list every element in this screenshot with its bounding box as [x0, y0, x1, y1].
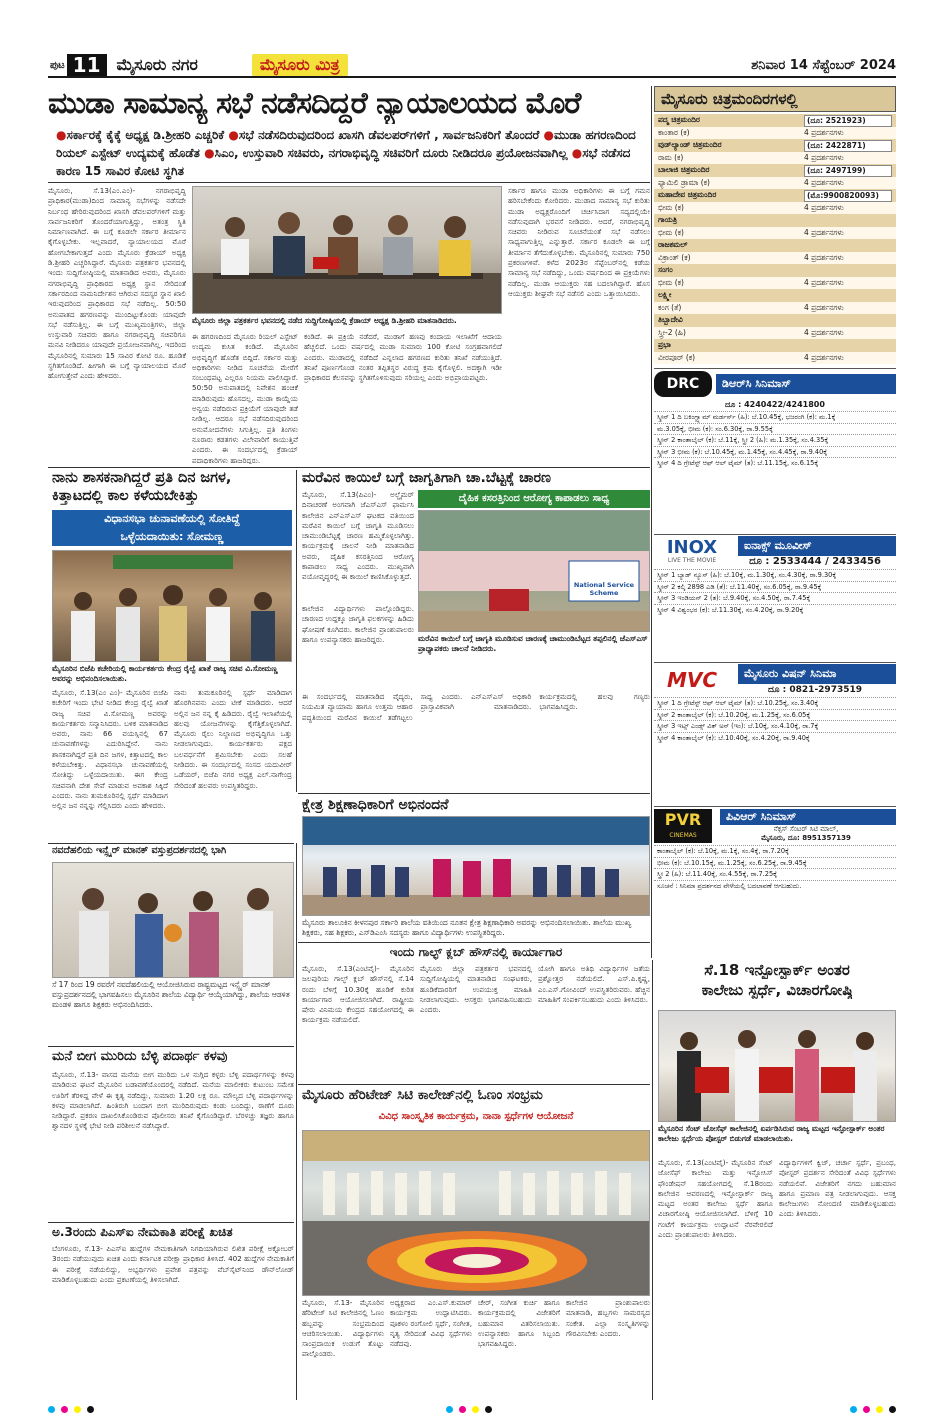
color-registration-dots-center: [446, 1406, 492, 1413]
theatre-phone: [804, 289, 892, 302]
pvr-logo: [654, 809, 712, 843]
theatre-name: ಗಾಯತ್ರಿ: [658, 215, 678, 224]
lead-photo: [192, 186, 502, 314]
drc-showtimes: [654, 411, 896, 469]
mvc-phone: ದೂ : 0821-2973519: [767, 685, 863, 695]
bullet-icon: ●: [543, 128, 555, 142]
theatre-phone: (ದೂ: 2422871): [804, 140, 892, 152]
divider: [48, 843, 294, 844]
lead-column-4: ಸರ್ಕಾರ ಹಾಗೂ ಮುಡಾ ಅಧಿಕಾರಿಗಳು ಈ ಬಗ್ಗೆ ಗಮನ ಹರಿಸಬೇಕೆಂದು ಕೋರಿದರು. ಮುಡಾದ ಸಾಮಾನ್ಯ ಸಭೆ ಕುರಿತು ಮುಡಾ ಅಧ್ಯಕ್ಷರೊಂದಿಗೆ ಚರ್ಚಿಸಿದಾಗ ಸದ್ಯದಲ್ಲಿಯೇ ನಡೆಸುವುದಾಗಿ ಭರವಸೆ ನೀಡಿದರು. ಆದರೆ, ನಗರಾಭಿವೃದ್ಧಿ ಸಚಿವರು ನೀಡಿರುವ ಸೂಚನೆಯಂತೆ ಸಭೆ ನಡೆಸಲು ಸಾಧ್ಯವಾಗುತ್ತಿಲ್ಲ ಎನ್ನುತ್ತಾರೆ. ಸರ್ಕಾರ ಕೂಡಲೇ ಈ ಬಗ್ಗೆ ತೀರ್ಮಾನ ತೆಗೆದುಕೊಳ್ಳಬೇಕು. ಮೈಸೂರಿನಲ್ಲಿ ಸುಮಾರು 750 ಪ್ರಕರಣಗಳಿವೆ. ಕಳೆದ 2023ರ ಸೆಪ್ಟೆಂಬರ್‌ನಲ್ಲಿ ಕಡೆಯ ಸಾಮಾನ್ಯ ಸಭೆ ನಡೆದಿದ್ದು, ಒಂದು ವರ್ಷದಿಂದ ಈ ಪ್ರಕ್ರಿಯೆಗಳು ನಡೆದಿಲ್ಲ. ಮುಡಾ ಆಯುಕ್ತರು ಸಹ ಬದಲಾಗಿದ್ದಾರೆ. ಹೊಸ ಆಯುಕ್ತರು ಶೀಘ್ರವೇ ಸಭೆ ನಡೆಸಲಿ ಎಂದು ಒತ್ತಾಯಿಸಿದರು.: [508, 186, 650, 298]
felicitation-illustration: [53, 551, 292, 662]
theatre-row: [654, 264, 896, 277]
theatre-name: ಲಕ್ಷ್ಮೀ: [658, 290, 672, 299]
theatre-row: [654, 327, 896, 340]
mvc-logo: MVC: [666, 668, 718, 692]
showtime-row: ಸೂಚನೆ : ಸಿನಿಮಾ ಪ್ರದರ್ಶನದ ವೇಳೆಯಲ್ಲಿ ಬದಲಾವಣೆ ಆಗಬಹುದು.: [654, 880, 896, 892]
theatre-name: ಪದ್ಮ ಚಿತ್ರಮಂದಿರ: [658, 115, 700, 124]
beo-caption: ಮೈಸೂರು ತಾಲೂಕಿನ ಕೀಳನಪುರ ಸರ್ಕಾರಿ ಶಾಲೆಯ ವತಿಯಿಂದ ನೂತನ ಕ್ಷೇತ್ರ ಶಿಕ್ಷಣಾಧಿಕಾರಿ ಅವರನ್ನು ಅಭಿನಂದಿಸಲಾಯಿತು. ಶಾಲೆಯ ಮುಖ್ಯ ಶಿಕ್ಷಕರು, ಸಹ ಶಿಕ್ಷಕರು, ಎಸ್‌ಡಿಎಂಸಿ ಸದಸ್ಯರು ಹಾಗೂ ವಿದ್ಯಾರ್ಥಿಗಳು ಉಪಸ್ಥಿತರಿದ್ದರು.: [302, 918, 632, 937]
inox-name: ಐನಾಕ್ಸ್ ಮೂವೀಸ್: [738, 536, 896, 556]
drc-block: [654, 368, 896, 532]
somanna-subhead: [52, 510, 292, 546]
showtime-row: ಸ್ಕ್ರೀನ್ 3 ಭೀಮ (ಕ): ಬೆ.10.45ಕ್ಕೆ, ಮ.1.45ಕ್ಕೆ, ಸಂ.4.45ಕ್ಕೆ, ರಾ.9.40ಕ್ಕೆ: [654, 446, 896, 458]
showtime-row: ಭೀಮ (ಕ): ಬೆ.10.15ಕ್ಕೆ, ಮ.1.25ಕ್ಕೆ, ಸಂ.6.25ಕ್ಕೆ, ರಾ.9.45ಕ್ಕೆ: [654, 857, 896, 869]
theatre-row: [654, 352, 896, 365]
onam-subhead: ವಿವಿಧ ಸಾಂಸ್ಕೃತಿಕ ಕಾರ್ಯಕ್ರಮ, ನಾನಾ ಸ್ಪರ್ಧೆಗಳ ಆಯೋಜನೆ: [302, 1108, 650, 1126]
theatre-listing: [654, 114, 896, 364]
golf-headline: ಇಂದು ಗಾಲ್ಫ್ ಕ್ಲಬ್ ಹೌಸ್‌ನಲ್ಲಿ ಕಾರ್ಯಾಗಾರ: [389, 946, 563, 959]
inox-tagline: LIVE THE MOVIE: [667, 557, 717, 564]
yellow-dot: [876, 1406, 883, 1413]
infospark-caption: ಮೈಸೂರಿನ ಸೆಂಟ್ ಜೋಸೆಫ್ ಕಾಲೇಜಿನಲ್ಲಿ ಏರ್ಪಡಿಸಿರುವ ರಾಜ್ಯ ಮಟ್ಟದ ಇನ್ಫೋಸ್ಪಾರ್ಕ್ ಅಂತರ ಕಾಲೇಜು ಸ್ಪರ್ಧೆಯ ಪೋಸ್ಟರ್ ಬಿಡುಗಡೆ ಮಾಡಲಾಯಿತು.: [658, 1124, 885, 1143]
somanna-subhead-line-1: ವಿಧಾನಸಭಾ ಚುನಾವಣೆಯಲ್ಲಿ ಸೋತಿದ್ದೆ: [104, 512, 240, 525]
theatre-row: [654, 152, 896, 165]
theatre-name: ವುಡ್‌ಲ್ಯಾಂಡ್ ಚಿತ್ರಮಂದಿರ: [658, 140, 722, 149]
golf-column-3: ಯೋಗಿ ಹಾಗೂ ಅತಿಥಿ ವಿದ್ಯಾರ್ಥಿಗಳ ಜತೆಯ ಪ್ರಶ್ನೋತ್ತರ ನಡೆಯಲಿದೆ. ಎಸ್.ಪಿ.ಕೃಷ್ಣ, ಎಂ.ಎಸ್.ಗೋವಿಂದ್ ಉಪಸ್ಥಿತರಿರುವರು. ಹೆಚ್ಚಿನ ಮಾಹಿತಿಗೆ ಸಂಪರ್ಕಿಸಬಹುದು ಎಂದು ತಿಳಿಸಿದರು.: [538, 964, 650, 1004]
show-count: 4 ಪ್ರದರ್ಶನಗಳು: [804, 127, 844, 137]
poster-release-illustration: [659, 1011, 896, 1122]
somanna-headline-1: ನಾನು ಶಾಸಕನಾಗಿದ್ದರೆ ಪ್ರತಿ ದಿನ ಜಗಳ,: [52, 470, 232, 486]
trek-column-3: ಈ ಸಂದರ್ಭದಲ್ಲಿ ಮಾತನಾಡಿದ ವೈದ್ಯರು, ನಿಯಮಿತ ವ್ಯಾಯಾಮ ಹಾಗೂ ಉತ್ತಮ ಆಹಾರ ಪದ್ಧತಿಯಿಂದ ಮರೆವಿನ ಕಾಯಿಲೆ ತಡೆಗಟ್ಟಲು ಸಾಧ್ಯ ಎಂದರು. ಎನ್‌ಎಸ್‌ಎಸ್ ಅಧಿಕಾರಿ ಪ್ರಾಸ್ತಾವಿಕವಾಗಿ ಮಾತನಾಡಿದರು. ಕಾರ್ಯಕ್ರಮದಲ್ಲಿ ಹಲವು ಗಣ್ಯರು ಭಾಗವಹಿಸಿದ್ದರು.: [302, 692, 650, 722]
divider: [296, 843, 297, 1400]
inox-logo: [654, 539, 730, 565]
divider: [48, 182, 650, 183]
showtime-row: ಸ್ಕ್ರೀನ್ 1 ದಿ ಗ್ರೇಟೆಸ್ಟ್ ಆಫ್ ಆಲ್ ಟೈಮ್ (ತ): ಬೆ.10.25ಕ್ಕೆ, ಸಂ.3.40ಕ್ಕೆ: [654, 697, 896, 709]
inox-showtimes: [654, 569, 896, 615]
showtime-row: ಸ್ತ್ರೀ 2 (ಹಿ): ಬೆ.11.40ಕ್ಕೆ, ಸಂ.4.55ಕ್ಕೆ, ರಾ.7.25ಕ್ಕೆ: [654, 868, 896, 880]
theatre-row: [654, 314, 896, 327]
movie-name: ಭೀಮ (ಕ): [658, 202, 684, 212]
showtime-row: ಸ್ಕ್ರೀನ್ 2 ಕಾಂತಾಬೈಲ್ (ಕ): ಬೆ.10.20ಕ್ಕೆ, ಮ.1.25ಕ್ಕೆ, ಸಂ.6.05ಕ್ಕೆ: [654, 709, 896, 721]
pookalam-illustration: [303, 1131, 650, 1296]
golf-column-1: ಮೈಸೂರು, ಸೆ.13(ಎಂಟಿವೈ)- ಮೈಸೂರಿನ ಜಲಪುರಿಯ ಗಾಲ್ಫ್ ಕ್ಲಬ್ ಹೌಸ್‌ನಲ್ಲಿ ಸೆ.14 ರಂದು ಬೆಳಿಗ್ಗೆ 10.30ಕ್ಕೆ ಹೂಡಿಕೆ ಕುರಿತ ಕಾರ್ಯಾಗಾರ ಆಯೋಜಿಸಲಾಗಿದೆ. ರಾಷ್ಟ್ರೀಯ ಷೇರು ವಿನಿಮಯ ಕೇಂದ್ರದ ಸಹಯೋಗದಲ್ಲಿ ಈ ಕಾರ್ಯಕ್ರಮ ನಡೆಯಲಿದೆ.: [302, 964, 414, 1025]
page-word: ಪುಟ: [50, 59, 65, 71]
onam-column-1: ಮೈಸೂರು, ಸೆ.13- ಮೈಸೂರಿನ ಹೆರಿಟೇಜ್ ಸಿಟಿ ಕಾಲೇಜಿನಲ್ಲಿ ಓಣಂ ಹಬ್ಬವನ್ನು ಸಂಭ್ರಮದಿಂದ ಆಚರಿಸಲಾಯಿತು. ವಿದ್ಯಾರ್ಥಿಗಳು ಸಾಂಪ್ರದಾಯಿಕ ಉಡುಗೆ ತೊಟ್ಟು ಪಾಲ್ಗೊಂಡರು.: [302, 1298, 384, 1359]
theatre-row: [654, 189, 896, 202]
onam-column-4: ಕಾಲೇಜಿನ ಪ್ರಾಂಶುಪಾಲರು ಮಾತನಾಡಿ, ಹಬ್ಬಗಳು ಸಾಮರಸ್ಯದ ಸಂಕೇತ. ಎಲ್ಲಾ ಸಂಸ್ಕೃತಿಗಳನ್ನು ಗೌರವಿಸಬೇಕು ಎಂದರು.: [566, 1298, 650, 1338]
movie-name: ಕಾಂತಾರ (ಕ): [658, 127, 690, 137]
inox-phone: ದೂ : 2533444 / 2433456: [749, 556, 881, 567]
trek-column-2: ಕಾಲೇಜಿನ ವಿದ್ಯಾರ್ಥಿಗಳು ಪಾಲ್ಗೊಂಡಿದ್ದರು. ಚಾರಣದ ಉದ್ದಕ್ಕೂ ಜಾಗೃತಿ ಫಲಕಗಳನ್ನು ಹಿಡಿದು ಘೋಷಣೆ ಕೂಗಿದರು. ಕಾಲೇಜಿನ ಪ್ರಾಂಶುಪಾಲರು ಹಾಗೂ ಉಪನ್ಯಾಸಕರು ಹಾಜರಿದ್ದರು.: [302, 604, 414, 644]
bullet-icon: ●: [56, 128, 67, 142]
inspire-photo: [52, 862, 294, 978]
magenta-dot: [459, 1406, 466, 1413]
theatre-row: [654, 164, 896, 177]
infospark-headline-2: ಕಾಲೇಜು ಸ್ಪರ್ಧೆ, ವಿಚಾರಗೋಷ್ಠಿ: [701, 982, 853, 999]
movie-name: ಕಂಗ (ತೆ): [658, 302, 682, 312]
show-count: 4 ಪ್ರದರ್ಶನಗಳು: [804, 252, 844, 262]
movie-name: ರಾಮ (ಕ): [658, 152, 684, 162]
theatre-phone: [804, 339, 892, 352]
pvr-logo-text: PVR: [664, 810, 702, 829]
onam-column-3: ಚೇರ್, ಸಂಗೀತ ಕುರ್ಚಿ ಹಾಗೂ ಕಾರ್ಯಕ್ರಮದಲ್ಲಿ ವಿಜೇತರಿಗೆ ಬಹುಮಾನ ವಿತರಿಸಲಾಯಿತು. ಉಪನ್ಯಾಸಕರು ಹಾಗೂ ಸಿಬ್ಬಂದಿ ಭಾಗವಹಿಸಿದ್ದರು.: [478, 1298, 560, 1349]
divider: [296, 470, 297, 792]
pvr-address: ನೆಕ್ಸಸ್ ಸೆಂಟರ್ ಸಿಟಿ ಮಾಲ್,: [773, 825, 839, 833]
pvr-phone: ಮೈಸೂರು, ದೂ: 8951357139: [761, 834, 851, 842]
lead-bullet: ಮುಡಾ ಹಗರಣದಿಂದ ರಿಯಲ್ ಎಸ್ಟೇಟ್ ಉದ್ಯಮಕ್ಕೆ ಹೊಡೆತ: [56, 128, 636, 160]
color-registration-dots-left: [48, 1406, 94, 1413]
trek-column-1: ಮೈಸೂರು, ಸೆ.13(ಪಿಎಂ)- ಅಲ್ಜೈಮರ್ ದಿನಾಚರಣೆ ಅಂಗವಾಗಿ ಜೆಎಸ್‌ಎಸ್ ಫಾರ್ಮಸಿ ಕಾಲೇಜಿನ ಎನ್‌ಎಸ್‌ಎಸ್ ಘಟಕದ ವತಿಯಿಂದ ಮರೆವಿನ ಕಾಯಿಲೆ ಬಗ್ಗೆ ಜಾಗೃತಿ ಮೂಡಿಸಲು ಚಾಮುಂಡಿಬೆಟ್ಟಕ್ಕೆ ಚಾರಣ ಹಮ್ಮಿಕೊಳ್ಳಲಾಗಿತ್ತು. ಕಾರ್ಯಕ್ರಮಕ್ಕೆ ಚಾಲನೆ ನೀಡಿ ಮಾತನಾಡಿದ ಅವರು, ದೈಹಿಕ ಕಸರತ್ತಿನಿಂದ ಆರೋಗ್ಯ ಕಾಪಾಡಲು ಸಾಧ್ಯ ಎಂದರು. ಮುಖ್ಯವಾಗಿ ವಯೋವೃದ್ಧರಲ್ಲಿ ಈ ಕಾಯಿಲೆ ಕಾಣಿಸಿಕೊಳ್ಳುತ್ತದೆ.: [302, 490, 414, 582]
theatre-name: ಬಾಲಾಜಿ ಚಿತ್ರಮಂದಿರ: [658, 165, 710, 174]
somanna-headline-2: ಕಿತ್ತಾಟದಲ್ಲಿ ಕಾಲ ಕಳೆಯಬೇಕಿತ್ತು: [52, 488, 199, 504]
infospark-column-2: ವಿದ್ಯಾರ್ಥಿಗಳಿಗೆ ಕ್ವಿಜ್, ಚರ್ಚಾ ಸ್ಪರ್ಧೆ, ಪ್ರಬಂಧ, ಪೋಸ್ಟರ್ ಪ್ರದರ್ಶನ ಸೇರಿದಂತೆ ವಿವಿಧ ಸ್ಪರ್ಧೆಗಳು ನಡೆಯಲಿವೆ. ವಿಜೇತರಿಗೆ ನಗದು ಬಹುಮಾನ ಹಾಗೂ ಪ್ರಮಾಣ ಪತ್ರ ನೀಡಲಾಗುವುದು. ಆಸಕ್ತ ಕಾಲೇಜುಗಳು ನೋಂದಣಿ ಮಾಡಿಕೊಳ್ಳಬಹುದು ಎಂದು ತಿಳಿಸಿದರು.: [779, 1158, 896, 1219]
theatre-row: [654, 277, 896, 290]
theatre-row: [654, 239, 896, 252]
theatre-row: [654, 252, 896, 265]
masthead-logo: ಮೈಸೂರು ಮಿತ್ರ: [252, 54, 348, 76]
lead-column-1: ಮೈಸೂರು, ಸೆ.13(ಎಂ.ಎಂ)- ನಗರಾಭಿವೃದ್ಧಿ ಪ್ರಾಧಿಕಾರ(ಮುಡಾ)ದಿಂದ ಸಾಮಾನ್ಯ ಸಭೆಗಳನ್ನು ನಡೆಸದೇ ನಿರ್ಬಂಧ ಹೇರಿರುವುದರಿಂದ ಖಾಸಗಿ ಡೆವಲಪರ್‌ಗಳಿಗೆ ಮತ್ತು ಸಾರ್ವಜನಿಕರಿಗೆ ತೊಂದರೆಯಾಗುತ್ತಿದ್ದು, ಅತಂತ್ರ ಸ್ಥಿತಿ ನಿರ್ಮಾಣವಾಗಿದೆ. ಈ ಬಗ್ಗೆ ಕೂಡಲೇ ಸರ್ಕಾರ ತೀರ್ಮಾನ ಕೈಗೊಳ್ಳಬೇಕು. ಇಲ್ಲವಾದರೆ, ನ್ಯಾಯಾಲಯದ ಮೊರೆ ಹೋಗಬೇಕಾಗುತ್ತದೆ ಎಂದು ಮೈಸೂರು ಕ್ರೆಡಾಯ್ ಅಧ್ಯಕ್ಷ ಡಿ.ಶ್ರೀಹರಿ ಎಚ್ಚರಿಸಿದ್ದಾರೆ. ಮೈಸೂರು ಪತ್ರಕರ್ತರ ಭವನದಲ್ಲಿ ಇಂದು ಸುದ್ದಿಗೋಷ್ಠಿಯಲ್ಲಿ ಮಾತನಾಡಿದ ಅವರು, ಮೈಸೂರು ನಗರಾಭಿವೃದ್ಧಿ ಪ್ರಾಧಿಕಾರದ ಅಧ್ಯಕ್ಷ ಸ್ಥಾನ ಸೇರಿದಂತೆ ಸರ್ಕಾರದಿಂದ ನಾಮನಿರ್ದೇಶನ ಆಗಿರುವ ಸದಸ್ಯರ ಸ್ಥಾನ ಖಾಲಿ ಇರುವುದರಿಂದ ಪ್ರಾಧಿಕಾರದ ಸಭೆ ನಡೆದಿಲ್ಲ. 50:50 ಅನುಪಾತದ ಹಗರಣವನ್ನು ಮುಂದಿಟ್ಟುಕೊಂಡು ಯಾವುದೇ ಸಭೆ ನಡೆಸುತ್ತಿಲ್ಲ. ಈ ಬಗ್ಗೆ ಮುಖ್ಯಮಂತ್ರಿಗಳು, ಜಿಲ್ಲಾ ಉಸ್ತುವಾರಿ ಸಚಿವರು ಹಾಗೂ ನಗರಾಭಿವೃದ್ಧಿ ಸಚಿವರಿಗೂ ಮನವಿ ನೀಡಿದರೂ ಯಾವುದೇ ಪ್ರಯೋಜನವಾಗಿಲ್ಲ. ಇದರಿಂದ ಮೈಸೂರಿನಲ್ಲಿ ಸುಮಾರು 15 ಸಾವಿರ ಕೋಟಿ ರೂ. ಹೂಡಿಕೆ ಸ್ಥಗಿತಗೊಂಡಿದೆ. ಹೀಗಾಗಿ ಈ ಬಗ್ಗೆ ನ್ಯಾಯಾಲಯದ ಮೊರೆ ಹೋಗುತ್ತೇವೆ ಎಂದು ಹೇಳಿದರು.: [48, 186, 186, 381]
onam-photo: [302, 1130, 650, 1296]
black-dot: [485, 1406, 492, 1413]
theatre-row: [654, 227, 896, 240]
drc-phone: ದೂ : 4240422/4241800: [725, 400, 825, 409]
theatre-row: [654, 339, 896, 352]
drc-name: ಡಿಆರ್‌ಸಿ ಸಿನಿಮಾಸ್: [716, 374, 896, 394]
showtime-row: ಸ್ಕ್ರೀನ್ 2 ಕಾಂತಾಬೈಲ್ (ಕ): ಬೆ.11ಕ್ಕೆ, ಸ್ತ್ರೀ 2 (ಹಿ): ಮ.1.35ಕ್ಕೆ, ಸಂ.4.35ಕ್ಕೆ: [654, 434, 896, 446]
lead-photo-caption: ಮೈಸೂರು ಜಿಲ್ಲಾ ಪತ್ರಕರ್ತರ ಭವನದಲ್ಲಿ ನಡೆದ ಸುದ್ದಿಗೋಷ್ಠಿಯಲ್ಲಿ ಕ್ರೆಡಾಯ್ ಅಧ್ಯಕ್ಷ ಡಿ.ಶ್ರೀಹರಿ ಮಾತನಾಡಿದರು.: [192, 316, 457, 325]
somanna-subhead-line-2: ಒಳ್ಳೆಯದಾಯಿತು: ಸೋಮಣ್ಣ: [120, 530, 224, 543]
yellow-dot: [472, 1406, 479, 1413]
onam-column-2: ಅಧ್ಯಕ್ಷರಾದ ಎಂ.ಎಸ್.ಕುಮಾರ್ ಕಾರ್ಯಕ್ರಮ ಉದ್ಘಾಟಿಸಿದರು. ಪೂಕಳಂ ರಂಗೋಲಿ ಸ್ಪರ್ಧೆ, ಸಂಗೀತ, ನೃತ್ಯ ಸೇರಿದಂತೆ ವಿವಿಧ ಸ್ಪರ್ಧೆಗಳು ನಡೆದವು.: [390, 1298, 472, 1349]
somanna-photo: [52, 550, 292, 662]
somanna-column-2: ನಾನು ತುಮಕೂರಿನಲ್ಲಿ ಸ್ಪರ್ಧೆ ಮಾಡಿದಾಗ ಹೊರಗಿನವನು ಎಂದು ಟೀಕೆ ಮಾಡಿದರು. ಆದರೆ ಅಲ್ಲಿನ ಜನ ನನ್ನ ಕೈ ಹಿಡಿದರು. ರೈಲ್ವೆ ಇಲಾಖೆಯಲ್ಲಿ ಹಲವು ಯೋಜನೆಗಳನ್ನು ಕೈಗೆತ್ತಿಕೊಳ್ಳಲಾಗಿದೆ. ಮೈಸೂರು ರೈಲು ನಿಲ್ದಾಣದ ಅಭಿವೃದ್ಧಿಗೂ ಒತ್ತು ನೀಡಲಾಗುವುದು. ಕಾರ್ಯಕರ್ತರು ಪಕ್ಷದ ಬಲವರ್ಧನೆಗೆ ಶ್ರಮಿಸಬೇಕು ಎಂದು ಸಲಹೆ ನೀಡಿದರು. ಈ ಸಂದರ್ಭದಲ್ಲಿ ಸಂಸದ ಯದುವೀರ್ ಒಡೆಯರ್, ಬಿಜೆಪಿ ನಗರ ಅಧ್ಯಕ್ಷ ಎಲ್.ನಾಗೇಂದ್ರ ಸೇರಿದಂತೆ ಹಲವರು ಉಪಸ್ಥಿತರಿದ್ದರು.: [174, 688, 292, 790]
theatre-phone: (ಮೊ:9900820093): [804, 190, 892, 202]
cyan-dot: [446, 1406, 453, 1413]
showtime-row: ಸ್ಕ್ರೀನ್ 4 ದಿ ಗ್ರೇಟೆಸ್ಟ್ ಆಫ್ ಆಲ್ ಟೈಮ್ (ತ): ಬೆ.11.15ಕ್ಕೆ, ಸಂ.6.15ಕ್ಕೆ: [654, 457, 896, 469]
infospark-headline-1: ಸೆ.18 ಇನ್ಫೋಸ್ಪಾರ್ಕ್ ಅಂತರ: [704, 962, 850, 979]
yellow-dot: [74, 1406, 81, 1413]
theatre-row: [654, 139, 896, 152]
show-count: 4 ಪ್ರದರ್ಶನಗಳು: [804, 302, 844, 312]
trek-subhead: ದೈಹಿಕ ಕಸರತ್ತಿನಿಂದ ಆರೋಗ್ಯ ಕಾಪಾಡಲು ಸಾಧ್ಯ: [418, 490, 650, 508]
trek-photo-caption: ಮರೆವಿನ ಕಾಯಿಲೆ ಬಗ್ಗೆ ಜಾಗೃತಿ ಮೂಡಿಸುವ ಚಾರಣಕ್ಕೆ ಚಾಮುಂಡಿಬೆಟ್ಟದ ತಪ್ಪಲಿನಲ್ಲಿ ಜೆಎಸ್‌ಎಸ್ ಪ್ರಾಧ್ಯಾಪಕರು ಚಾಲನೆ ನೀಡಿದರು.: [418, 634, 648, 653]
show-count: 4 ಪ್ರದರ್ಶನಗಳು: [804, 152, 844, 162]
showtime-row: ಸ್ಕ್ರೀನ್ 2 ಕಲ್ಕಿ 2898 ಎಡಿ (ತೆ): ಬೆ.11.40ಕ್ಕೆ, ಸಂ.6.05ಕ್ಕೆ, ರಾ.9.45ಕ್ಕೆ: [654, 581, 896, 593]
theatre-phone: (ದೂ: 2497199): [804, 165, 892, 177]
psi-body: ಬೆಂಗಳೂರು, ಸೆ.13- ಪಿಎಸ್‌ಐ ಹುದ್ದೆಗಳ ನೇಮಕಾತಿಗಾಗಿ ನಿಗದಿಯಾಗಿರುವ ಲಿಖಿತ ಪರೀಕ್ಷೆ ಅಕ್ಟೋಬರ್ 3ರಂದು ನಡೆಯುವುದು ಖಚಿತ ಎಂದು ಕರ್ನಾಟಕ ಪರೀಕ್ಷಾ ಪ್ರಾಧಿಕಾರ ತಿಳಿಸಿದೆ. 402 ಹುದ್ದೆಗಳ ನೇಮಕಾತಿಗೆ ಈ ಪರೀಕ್ಷೆ ನಡೆಯಲಿದ್ದು, ಅಭ್ಯರ್ಥಿಗಳು ಪ್ರವೇಶ ಪತ್ರವನ್ನು ವೆಬ್‌ಸೈಟ್‌ನಿಂದ ಡೌನ್‌ಲೋಡ್ ಮಾಡಿಕೊಳ್ಳಬಹುದು ಎಂದು ಪ್ರಕಟಣೆಯಲ್ಲಿ ತಿಳಿಸಲಾಗಿದೆ.: [52, 1244, 294, 1284]
nss-banner: National Service Scheme: [573, 581, 635, 597]
showtime-row: ಸ್ಕ್ರೀನ್ 3 ಇಂಡಿಯನ್ 2 (ತ): ಬೆ.9.40ಕ್ಕೆ, ಸಂ.4.50ಕ್ಕೆ, ರಾ.7.45ಕ್ಕೆ: [654, 592, 896, 604]
beo-headline: ಕ್ಷೇತ್ರ ಶಿಕ್ಷಣಾಧಿಕಾರಿಗೆ ಅಭಿನಂದನೆ: [302, 797, 449, 813]
divider: [48, 1046, 294, 1047]
black-dot: [889, 1406, 896, 1413]
somanna-column-1: ಮೈಸೂರು, ಸೆ.13(ಎಂ ಎಂ)- ಮೈಸೂರಿನ ಬಿಜೆಪಿ ಕಚೇರಿಗೆ ಇಂದು ಭೇಟಿ ನೀಡಿದ ಕೇಂದ್ರ ರೈಲ್ವೆ ಖಾತೆ ರಾಜ್ಯ ಸಚಿವ ವಿ.ಸೋಮಣ್ಣ ಅವರನ್ನು ಕಾರ್ಯಕರ್ತರು ಸನ್ಮಾನಿಸಿದರು. ಬಳಿಕ ಮಾತನಾಡಿದ ಅವರು, ನಾನು 66 ವಯಸ್ಸಿನಲ್ಲಿ 67 ಚುನಾವಣೆಗಳನ್ನು ಎದುರಿಸಿದ್ದೇನೆ. ನಾನು ಶಾಸಕನಾಗಿದ್ದರೆ ಪ್ರತಿ ದಿನ ಜಗಳ, ಕಿತ್ತಾಟದಲ್ಲಿ ಕಾಲ ಕಳೆಯಬೇಕಿತ್ತು. ವಿಧಾನಸಭಾ ಚುನಾವಣೆಯಲ್ಲಿ ಸೋತಿದ್ದು ಒಳ್ಳೆಯದಾಯಿತು. ಈಗ ಕೇಂದ್ರ ಸಚಿವನಾಗಿ ದೇಶ ಸೇವೆ ಮಾಡುವ ಅವಕಾಶ ಸಿಕ್ಕಿದೆ ಎಂದರು. ನಾನು ತುಮಕೂರಿನಲ್ಲಿ ಸ್ಪರ್ಧೆ ಮಾಡಿದಾಗ ಅಲ್ಲಿನ ಜನ ನನ್ನನ್ನು ಗೆಲ್ಲಿಸಿದರು ಎಂದು ಹೇಳಿದರು.: [52, 688, 168, 811]
theatre-row: [654, 302, 896, 315]
theft-body: ಮೈಸೂರು, ಸೆ.13- ವಾಸದ ಮನೆಯ ಬೀಗ ಮುರಿದು ಒಳ ನುಗ್ಗಿದ ಕಳ್ಳರು ಬೆಳ್ಳಿ ಪದಾರ್ಥಗಳನ್ನು ಕಳವು ಮಾಡಿರುವ ಘಟನೆ ಮೈಸೂರಿನ ಬಡಾವಣೆಯೊಂದರಲ್ಲಿ ನಡೆದಿದೆ. ಮನೆಯ ಮಾಲೀಕರು ಕುಟುಂಬ ಸಮೇತ ಊರಿಗೆ ತೆರಳಿದ್ದ ವೇಳೆ ಈ ಕೃತ್ಯ ನಡೆದಿದ್ದು, ಸುಮಾರು 1.20 ಲಕ್ಷ ರೂ. ಮೌಲ್ಯದ ಬೆಳ್ಳಿ ಪದಾರ್ಥಗಳನ್ನು ಕಳವು ಮಾಡಲಾಗಿದೆ. ಹಿಂತಿರುಗಿ ಬಂದಾಗ ಬೀಗ ಮುರಿದಿರುವುದು ಕಂಡು ಬಂದಿದ್ದು, ಠಾಣೆಗೆ ದೂರು ನೀಡಿದ್ದಾರೆ. ಪ್ರಕರಣ ದಾಖಲಿಸಿಕೊಂಡಿರುವ ಪೊಲೀಸರು ತನಿಖೆ ಕೈಗೊಂಡಿದ್ದಾರೆ. ಬೆರಳಚ್ಚು ತಜ್ಞರು ಹಾಗೂ ಶ್ವಾನದಳ ಸ್ಥಳಕ್ಕೆ ಭೇಟಿ ನೀಡಿ ಪರಿಶೀಲನೆ ನಡೆಸಿದ್ದಾರೆ.: [52, 1070, 294, 1131]
movie-name: ವಿಕ್ರಾಂತ್ (ಕ): [658, 252, 691, 262]
theatre-name: ತಿಬ್ಬಾದೇವಿ: [658, 315, 683, 324]
pvr-block: [654, 806, 896, 956]
show-count: 4 ಪ್ರದರ್ಶನಗಳು: [804, 277, 844, 287]
show-count: 4 ಪ್ರದರ್ಶನಗಳು: [804, 202, 844, 212]
show-count: 4 ಪ್ರದರ್ಶನಗಳು: [804, 177, 844, 187]
theatre-row: [654, 114, 896, 127]
bullet-icon: ●: [228, 128, 239, 142]
magenta-dot: [863, 1406, 870, 1413]
infospark-column-1: ಮೈಸೂರು, ಸೆ.13(ಎಂಟಿವೈ)- ಮೈಸೂರಿನ ಸೆಂಟ್ ಜೋಸೆಫ್ ಕಾಲೇಜು ಮತ್ತು ಇನ್ಫೋಸಿಸ್ ಫೌಂಡೇಷನ್ ಸಹಯೋಗದಲ್ಲಿ ಸೆ.18ರಂದು ಕಾಲೇಜಿನ ಆವರಣದಲ್ಲಿ ಇನ್ಫೋಸ್ಪಾರ್ಕ್ ರಾಜ್ಯ ಮಟ್ಟದ ಅಂತರ ಕಾಲೇಜು ಸ್ಪರ್ಧೆ ಹಾಗೂ ವಿಚಾರಗೋಷ್ಠಿ ಆಯೋಜಿಸಲಾಗಿದೆ. ಬೆಳಿಗ್ಗೆ 10 ಗಂಟೆಗೆ ಕಾರ್ಯಕ್ರಮ ಉದ್ಘಾಟನೆ ನೆರವೇರಲಿದೆ ಎಂದು ಪ್ರಾಂಶುಪಾಲರು ತಿಳಿಸಿದರು.: [658, 1158, 773, 1240]
theatre-name: ಪ್ರಭಾ: [658, 340, 671, 349]
theatre-name: ಸಂಗಂ: [658, 265, 673, 274]
showtime-row: ಕಾಂತಾಬೈಲ್ (ಕ): ಬೆ.10ಕ್ಕೆ, ಮ.1ಕ್ಕೆ, ಸಂ.4ಕ್ಕೆ, ರಾ.7.20ಕ್ಕೆ: [654, 845, 896, 857]
drc-logo: DRC: [654, 371, 712, 397]
theatre-row: [654, 289, 896, 302]
section-name: ಮೈಸೂರು ನಗರ: [116, 55, 198, 74]
lead-column-3: ಕಂಡಿದೆ. ಈ ಪ್ರಕ್ರಿಯೆ ನಡೆದರೆ, ಮುಡಾಗೆ ಹಣವು ಕಂದಾಯ ಇಲಾಖೆಗೆ ಆದಾಯ ಹೆಚ್ಚಲಿದೆ. ಒಂದು ವರ್ಷದಲ್ಲಿ ಮುಡಾ ಸುಮಾರು 100 ಕೋಟಿ ಸಂಗ್ರಹವಾಗಲಿದೆ ಎಂದರು. ಮುಡಾದಲ್ಲಿ ನಡೆದಿದೆ ಎನ್ನಲಾದ ಹಗರಣದ ಕುರಿತು ತನಿಖೆ ನಡೆಯುತ್ತಿದೆ. ತನಿಖೆ ಪೂರ್ಣಗೊಂಡ ನಂತರ ತಪ್ಪಿತಸ್ಥರ ವಿರುದ್ಧ ಕ್ರಮ ಕೈಗೊಳ್ಳಲಿ. ಅದಕ್ಕಾಗಿ ಇಡೀ ಪ್ರಾಧಿಕಾರದ ಕೆಲಸವನ್ನು ಸ್ಥಗಿತಗೊಳಿಸುವುದು ಸರಿಯಲ್ಲ ಎಂದು ಅಭಿಪ್ರಾಯಪಟ್ಟರು.: [304, 332, 502, 383]
magenta-dot: [61, 1406, 68, 1413]
pvr-logo-sub: CINEMAS: [669, 832, 697, 839]
page-number-box: [48, 54, 107, 76]
lead-headline: ಮುಡಾ ಸಾಮಾನ್ಯ ಸಭೆ ನಡೆಸದಿದ್ದರೆ ನ್ಯಾಯಾಲಯದ ಮೊರೆ: [48, 86, 581, 121]
lead-bullets: [56, 126, 650, 180]
bullet-icon: ●: [204, 146, 215, 160]
award-illustration: [53, 863, 294, 978]
somanna-photo-caption: ಮೈಸೂರಿನ ಬಿಜೆಪಿ ಕಚೇರಿಯಲ್ಲಿ ಕಾರ್ಯಕರ್ತರು ಕೇಂದ್ರ ರೈಲ್ವೆ ಖಾತೆ ರಾಜ್ಯ ಸಚಿವ ವಿ.ಸೋಮಣ್ಣ ಅವರನ್ನು ಅಭಿನಂದಿಸಲಾಯಿತು.: [52, 664, 278, 683]
onam-headline: ಮೈಸೂರು ಹೆರಿಟೇಜ್ ಸಿಟಿ ಕಾಲೇಜ್‌ನಲ್ಲಿ ಓಣಂ ಸಂಭ್ರಮ: [302, 1088, 543, 1103]
showtime-row: ಸ್ಕ್ರೀನ್ 4 ಕಾಂತಾಬೈಲ್ (ಕ): ಬೆ.10.40ಕ್ಕೆ, ಸಂ.4.20ಕ್ಕೆ, ರಾ.9.40ಕ್ಕೆ: [654, 732, 896, 744]
inspire-caption: ಸೆ 17 ರಿಂದ 19 ರವರೆಗೆ ನವದೆಹಲಿಯಲ್ಲಿ ಆಯೋಜಿಸಿರುವ ರಾಷ್ಟ್ರಮಟ್ಟದ ಇನ್ಸ್ಪೈರ್ ಮಾನಕ್ ವಸ್ತುಪ್ರದರ್ಶನದಲ್ಲಿ ಭಾಗವಹಿಸಲು ಮೈಸೂರಿನ ಶಾಲೆಯ ವಿದ್ಯಾರ್ಥಿ ಆಯ್ಕೆಯಾಗಿದ್ದು, ಶಾಲೆಯ ಆಡಳಿತ ಮಂಡಳಿ ಹಾಗೂ ಶಿಕ್ಷಕರು ಅಭಿನಂದಿಸಿದರು.: [52, 980, 290, 1009]
trek-illustration: [419, 511, 650, 632]
lead-bullet: ಸರ್ಕಾರಕ್ಕೆ ಕೈಕ್ಕೆ ಅಧ್ಯಕ್ಷ ಡಿ.ಶ್ರೀಹರಿ ಎಚ್ಚರಿಕೆ: [66, 128, 225, 142]
movie-name: ಸ್ತ್ರೀ-2 (ಹಿ): [658, 327, 686, 337]
theatre-name: ರಾಜಕಮಲ್: [658, 240, 688, 249]
show-count: 4 ಪ್ರದರ್ಶನಗಳು: [804, 327, 844, 337]
movie-name: ಭೀಮ (ಕ): [658, 277, 684, 287]
psi-headline: ಅ.3ರಂದು ಪಿಎಸ್‌ಐ ನೇಮಕಾತಿ ಪರೀಕ್ಷೆ ಖಚಿತ: [52, 1226, 233, 1239]
showtime-row: ಸ್ಕ್ರೀನ್ 3 ಇಟ್ಸ್ ಎಂಡ್ಸ್ ವಿತ್ ಅಸ್ (ಇಂ): ಬೆ.10ಕ್ಕೆ, ಸಂ.4.10ಕ್ಕೆ, ರಾ.7ಕ್ಕೆ: [654, 720, 896, 732]
beo-photo: [302, 816, 650, 916]
cinema-listing-title: ಮೈಸೂರು ಚಿತ್ರಮಂದಿರಗಳಲ್ಲಿ: [654, 86, 896, 112]
mvc-block: [654, 662, 896, 804]
color-registration-dots-right: [850, 1406, 896, 1413]
theatre-phone: [804, 239, 892, 252]
showtime-row: ಮ.3.05ಕ್ಕೆ, ಭೀಮ (ಕ): ಸಂ.6.30ಕ್ಕೆ, ರಾ.9.55ಕ್ಕೆ: [654, 423, 896, 435]
infospark-photo: [658, 1010, 896, 1122]
trek-photo: [418, 510, 650, 632]
lead-bullet: ಸಿಎಂ, ಉಸ್ತುವಾರಿ ಸಚಿವರು, ನಗರಾಭಿವೃದ್ಧಿ ಸಚಿವರಿಗೆ ದೂರು ನೀಡಿದರೂ ಪ್ರಯೋಜನವಾಗಿಲ್ಲ: [214, 146, 568, 160]
school-group-illustration: [303, 817, 650, 916]
trek-headline: ಮರೆವಿನ ಕಾಯಿಲೆ ಬಗ್ಗೆ ಜಾಗೃತಿಗಾಗಿ ಚಾ.ಬೆಟ್ಟಕ್ಕೆ ಚಾರಣ: [302, 470, 551, 486]
show-count: 4 ಪ್ರದರ್ಶನಗಳು: [804, 227, 844, 237]
theatre-phone: [804, 214, 892, 227]
page-number: 11: [67, 54, 107, 76]
mvc-showtimes: [654, 697, 896, 743]
movie-name: ವೀರಪೂರ್ (ಕ): [658, 352, 696, 362]
press-meet-illustration: [193, 187, 502, 314]
divider: [652, 960, 653, 1400]
pvr-name: ಪಿವಿಆರ್ ಸಿನಿಮಾಸ್: [720, 809, 896, 825]
theatre-row: [654, 127, 896, 140]
movie-name: ಫ್ಯಾಮಿಲಿ ಡ್ರಾಮಾ (ಕ): [658, 177, 710, 187]
theatre-phone: [804, 314, 892, 327]
inox-logo-text: INOX: [666, 537, 718, 558]
divider: [298, 793, 650, 794]
cyan-dot: [48, 1406, 55, 1413]
divider: [298, 942, 650, 943]
divider: [651, 86, 652, 958]
theatre-row: [654, 214, 896, 227]
divider: [48, 467, 650, 468]
lead-column-2: ಈ ಹಗರಣದಿಂದ ಮೈಸೂರು ರಿಯಲ್ ಎಸ್ಟೇಟ್ ಉದ್ಯಮ ಕುಸಿತ ಕಂಡಿದೆ. ಮೈಸೂರಿನ ಅಭಿವೃದ್ಧಿಗೆ ಹೊಡೆತ ಬಿದ್ದಿದೆ. ಸರ್ಕಾರ ಮತ್ತು ಅಧಿಕಾರಿಗಳು ನೀಡಿದ ಸೂಚನೆಯ ಮೇರೆಗೆ ಸಂಬಂಧಪಟ್ಟ ಎಲ್ಲರೂ ನಿಯಮ ಪಾಲಿಸಿದ್ದಾರೆ. 50:50 ಅನುಪಾತದಲ್ಲಿ ನಿವೇಶನ ಹಂಚಿಕೆ ಮಾಡಿರುವುದು ಹೊಸದಲ್ಲ. ಮುಡಾ ಕಾಯ್ದೆಯ ಅನ್ವಯ ನಡೆದಿರುವ ಪ್ರಕ್ರಿಯೆಗೆ ಯಾವುದೇ ತಡೆ ನೀಡಿಲ್ಲ. ಆದರೂ ಸಭೆ ನಡೆಸದಿರುವುದರಿಂದ ಅನುಮೋದನೆಗಳು ಸಿಗುತ್ತಿಲ್ಲ. ಪ್ರತಿ ತಿಂಗಳು ನೂರಾರು ಕಡತಗಳು ವಿಲೇವಾರಿಗೆ ಕಾಯುತ್ತಿವೆ ಎಂದರು. ಈ ಸಂದರ್ಭದಲ್ಲಿ ಕ್ರೆಡಾಯ್ ಪದಾಧಿಕಾರಿಗಳು ಹಾಜರಿದ್ದರು.: [192, 332, 298, 464]
lead-bullet: ಸಭೆ ನಡೆಸದಿರುವುದರಿಂದ ಖಾಸಗಿ ಡೆವಲಪರ್‌ಗಳಿಗೆ , ಸಾರ್ವಜನಿಕರಿಗೆ ತೊಂದರೆ: [238, 128, 540, 142]
divider: [298, 1084, 650, 1085]
page-header: [48, 54, 896, 78]
golf-column-2: ಮೈಸೂರು ಜಿಲ್ಲಾ ಪತ್ರಕರ್ತರ ಭವನದಲ್ಲಿ ಸುದ್ದಿಗೋಷ್ಠಿಯಲ್ಲಿ ಮಾತನಾಡಿದ ಸಂಘಟಕರು, ಹೂಡಿಕೆದಾರರಿಗೆ ಉಪಯುಕ್ತ ಮಾಹಿತಿ ನೀಡಲಾಗುವುದು. ಆಸಕ್ತರು ಭಾಗವಹಿಸಬಹುದು ಎಂದರು.: [420, 964, 532, 1015]
movie-name: ಭೀಮ (ಕ): [658, 227, 684, 237]
lead-bullet: ಸಭೆ ನಡೆಸದ ಕಾರಣ 15 ಸಾವಿರ ಕೋಟಿ ಸ್ಥಗಿತ: [56, 146, 631, 178]
theatre-phone: [804, 264, 892, 277]
inspire-headline: ನವದೆಹಲಿಯ ಇನ್ಸ್ಪೈರ್ ಮಾನಕ್ ವಸ್ತುಪ್ರದರ್ಶನದಲ್ಲಿ ಭಾಗಿ: [52, 846, 227, 856]
showtime-row: ಸ್ಕ್ರೀನ್ 1 ದಿ ಬಕಿಂಗ್ಹ್ಯಾಮ್ ಮರ್ಡರ್ಸ್ (ಹಿ): ಬೆ.10.45ಕ್ಕೆ, ಭಜರಂಗಿ (ಕ): ಮ.1ಕ್ಕೆ: [654, 411, 896, 423]
pvr-showtimes: [654, 845, 896, 891]
theatre-row: [654, 202, 896, 215]
showtime-row: ಸ್ಕ್ರೀನ್ 4 ವಿಶ್ವಂಭರ (ಕ): ಬೆ.11.30ಕ್ಕೆ, ಸಂ.4.20ಕ್ಕೆ, ರಾ.9.20ಕ್ಕೆ: [654, 604, 896, 616]
cyan-dot: [850, 1406, 857, 1413]
issue-date: ಶನಿವಾರ 14 ಸೆಪ್ಟೆಂಬರ್ 2024: [751, 57, 896, 73]
inox-block: [654, 534, 896, 660]
show-count: 4 ಪ್ರದರ್ಶನಗಳು: [804, 352, 844, 362]
showtime-row: ಸ್ಕ್ರೀನ್ 1 ಬ್ಯಾಡ್ ನ್ಯೂಸ್ (ಹಿ): ಬೆ.10ಕ್ಕೆ, ಮ.1.30ಕ್ಕೆ, ಸಂ.4.30ಕ್ಕೆ, ರಾ.9.30ಕ್ಕೆ: [654, 569, 896, 581]
divider: [48, 1222, 294, 1223]
theatre-row: [654, 177, 896, 190]
bullet-icon: ●: [571, 146, 583, 160]
theatre-name: ಮಹಾದೇವ ಚಿತ್ರಮಂದಿರ: [658, 190, 717, 199]
theft-headline: ಮನೆ ಬೀಗ ಮುರಿದು ಬೆಳ್ಳಿ ಪದಾರ್ಥ ಕಳವು: [52, 1050, 228, 1064]
mvc-name: ಮೈಸೂರು ವಿಷನ್ ಸಿನಿಮಾ: [738, 664, 896, 684]
black-dot: [87, 1406, 94, 1413]
theatre-phone: (ದೂ: 2521923): [804, 115, 892, 127]
